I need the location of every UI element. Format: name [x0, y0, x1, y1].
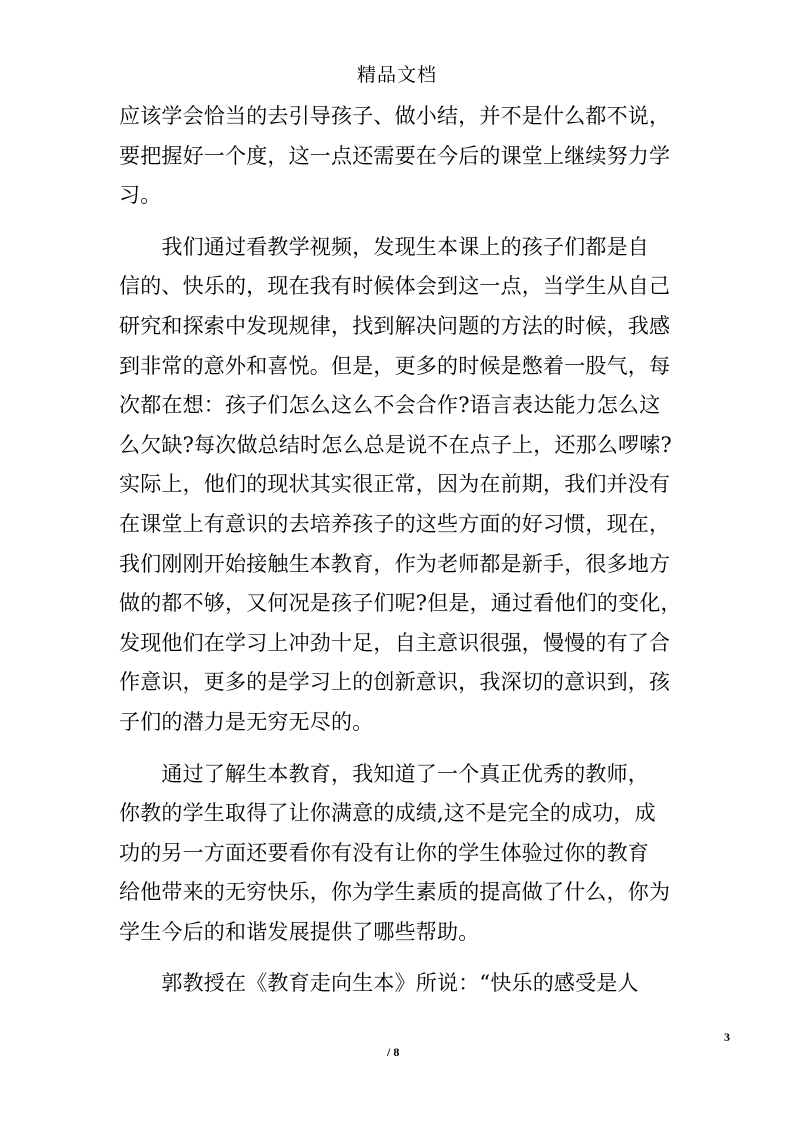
text-line: 作意识，更多的是学习上的创新意识，我深切的意识到，孩 — [119, 670, 671, 695]
paragraph-gap — [119, 743, 689, 755]
text-line: 郭教授在《教育走向生本》所说：“快乐的感受是人 — [119, 971, 639, 996]
document-body — [119, 97, 689, 1004]
text-line: 通过了解生本教育，我知道了一个真正优秀的教师， — [119, 761, 649, 786]
text-line: 功的另一方面还要看你有没有让你的学生体验过你的教育 — [119, 840, 649, 865]
page-header-title: 精品文档 — [356, 64, 437, 86]
text-line: 子们的潜力是无穷无尽的。 — [119, 709, 374, 734]
paragraph — [119, 964, 689, 1004]
text-line: 学生今后的和谐发展提供了哪些帮助。 — [119, 919, 480, 944]
text-line: 到非常的意外和喜悦。但是，更多的时候是憋着一股气，每 — [119, 353, 671, 378]
paragraph — [119, 755, 689, 953]
text-line: 么欠缺?每次做总结时怎么总是说不在点子上，还那么啰嗦? — [119, 432, 672, 457]
text-line: 发现他们在学习上冲劲十足，自主意识很强，慢慢的有了合 — [119, 630, 671, 655]
text-line: 习。 — [119, 183, 162, 208]
text-line: 信的、快乐的，现在我有时候体会到这一点，当学生从自己 — [119, 274, 671, 299]
page-total: / 8 — [387, 1045, 400, 1059]
text-line: 应该学会恰当的去引导孩子、做小结，并不是什么都不说， — [119, 104, 671, 128]
page-number: 3 — [724, 1030, 730, 1044]
paragraph-gap — [119, 216, 689, 228]
paragraph-gap — [119, 952, 689, 964]
text-line: 给他带来的无穷快乐，你为学生素质的提高做了什么，你为 — [119, 880, 671, 905]
paragraph — [119, 228, 689, 743]
text-line: 做的都不够，又何况是孩子们呢?但是，通过看他们的变化， — [119, 591, 682, 616]
text-line: 我们通过看教学视频，发现生本课上的孩子们都是自 — [119, 234, 649, 259]
text-line: 你教的学生取得了让你满意的成绩,这不是完全的成功，成 — [119, 801, 656, 826]
text-line: 在课堂上有意识的去培养孩子的这些方面的好习惯，现在， — [119, 511, 671, 536]
text-line: 要把握好一个度，这一点还需要在今后的课堂上继续努力学 — [119, 143, 671, 168]
text-line: 研究和探索中发现规律，找到解决问题的方法的时候，我感 — [119, 313, 671, 338]
text-line: 次都在想：孩子们怎么这么不会合作?语言表达能力怎么这 — [119, 393, 661, 418]
text-line: 我们刚刚开始接触生本教育，作为老师都是新手，很多地方 — [119, 551, 671, 576]
paragraph — [119, 97, 689, 216]
text-line: 实际上，他们的现状其实很正常，因为在前期，我们并没有 — [119, 472, 671, 497]
